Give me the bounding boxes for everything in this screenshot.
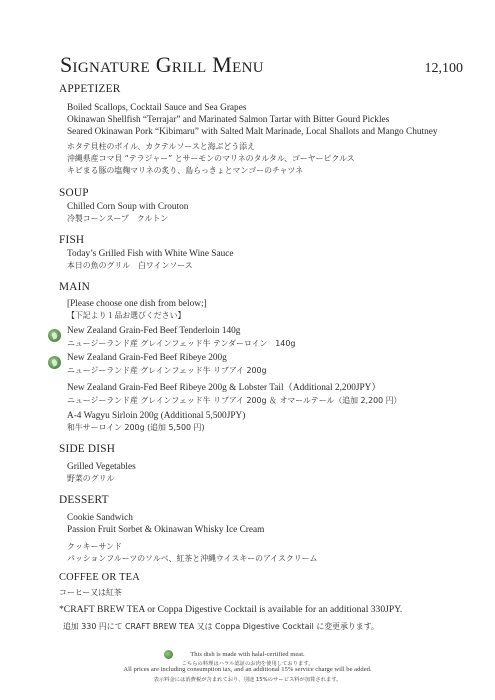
- appetizer-item-jp: ホタテ貝柱のボイル、カクテルソースと海ぶどう添え: [67, 142, 255, 151]
- footer-price-note-jp: 表示料金には消費税が含まれており、別途 15%のサービス料が加算されます。: [153, 677, 342, 683]
- main-option: A-4 Wagyu Sirloin 200g (Additional 5,500JPY): [67, 411, 246, 421]
- footer-halal-note-jp: こちらの料理はハラル認証のお肉を使用しております。: [181, 661, 314, 667]
- dessert-item-jp: パッションフルーツのソルベ、紅茶と沖縄ウイスキーのアイスクリーム: [67, 554, 318, 563]
- dessert-item-jp: クッキーサンド: [67, 542, 122, 551]
- appetizer-item-jp: 沖縄県産コマ貝 “テラジャー” とサーモンのマリネのタルタル、ゴーヤーピクルス: [67, 154, 355, 163]
- appetizer-item: Seared Okinawan Pork “Kibimaru” with Salted Malt Marinade, Local Shallots and Mango Chutney: [67, 127, 438, 137]
- main-instruction-jp: 【下記より１品お選びください】: [67, 311, 186, 320]
- section-heading-side-dish: SIDE DISH: [59, 443, 116, 455]
- main-option: New Zealand Grain-Fed Beef Ribeye 200g: [67, 353, 227, 363]
- main-option-jp: ニュージーランド産 グレインフェッド牛 リブアイ 200g ＆ オマールテール（追加 2,200 円）: [67, 396, 402, 405]
- appetizer-item: Boiled Scallops, Cocktail Sauce and Sea Grapes: [67, 103, 247, 113]
- main-option-jp: ニュージーランド産 グレインフェッド牛 テンダーロイン 140g: [67, 339, 296, 348]
- coffee-item-jp: コーヒー又は紅茶: [59, 588, 122, 597]
- upgrade-note-jp: 追加 330 円にて CRAFT BREW TEA 又は Coppa Digestive Cocktail に変更承ります。: [63, 622, 379, 631]
- fish-item-jp: 本日の魚のグリル 白ワインソース: [67, 261, 193, 270]
- dessert-item: Cookie Sandwich: [67, 513, 133, 523]
- appetizer-item-jp: キビまる豚の塩麹マリネの炙り、島らっきょとマンゴーのチャツネ: [67, 166, 304, 175]
- main-option: New Zealand Grain-Fed Beef Ribeye 200g & Lobster Tail（Additional 2,200JPY）: [67, 383, 381, 393]
- side-dish-item-jp: 野菜のグリル: [67, 474, 115, 483]
- soup-item: Chilled Corn Soup with Crouton: [67, 202, 189, 212]
- soup-item-jp: 冷製コーンスープ クルトン: [67, 214, 169, 223]
- section-heading-soup: SOUP: [59, 187, 89, 199]
- main-option: New Zealand Grain-Fed Beef Tenderloin 140g: [67, 326, 241, 336]
- halal-leaf-icon: [48, 329, 61, 342]
- section-heading-dessert: DESSERT: [59, 494, 109, 506]
- halal-leaf-icon: [48, 356, 61, 369]
- main-option-jp: ニュージーランド産 グレインフェッド牛 リブアイ 200g: [67, 366, 267, 375]
- upgrade-note: *CRAFT BREW TEA or Coppa Digestive Cocktail is available for an additional 330JPY.: [59, 604, 403, 615]
- section-heading-appetizer: APPETIZER: [59, 83, 121, 95]
- appetizer-item: Okinawan Shellfish “Terrajar” and Marinated Salmon Tartar with Bitter Gourd Pickles: [67, 115, 390, 125]
- section-heading-fish: FISH: [59, 234, 85, 246]
- menu-title: Signature Grill Menu: [60, 52, 264, 77]
- side-dish-item: Grilled Vegetables: [67, 462, 136, 472]
- menu-price: 12,100: [424, 61, 463, 76]
- fish-item: Today’s Grilled Fish with White Wine Sauce: [67, 249, 234, 259]
- section-heading-main: MAIN: [59, 281, 90, 293]
- dessert-item: Passion Fruit Sorbet & Okinawan Whisky Ice Cream: [67, 525, 265, 535]
- section-heading-coffee: COFFEE OR TEA: [59, 572, 140, 583]
- footer-halal-note: This dish is made with halal-certified meat.: [190, 651, 305, 658]
- footer-price-note: All prices are including consumption tax, and an additional 15% service charge will be added.: [123, 666, 372, 673]
- main-instruction: [Please choose one dish from below;]: [67, 299, 207, 309]
- main-option-jp: 和牛サーロイン 200g (追加 5,500 円): [67, 423, 205, 432]
